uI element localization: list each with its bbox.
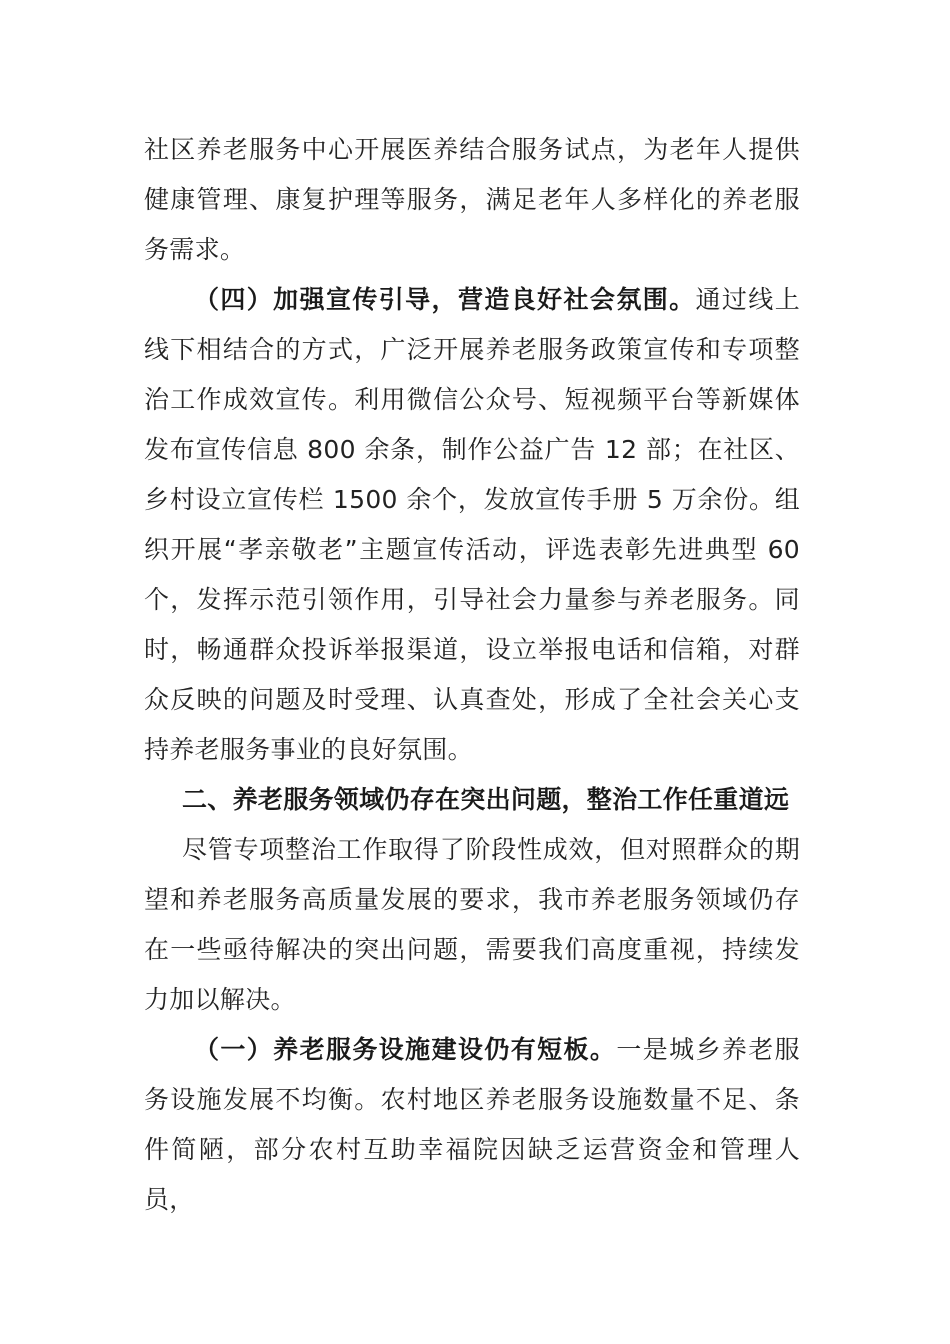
paragraph-publicity — [144, 275, 800, 775]
paragraph-text: 社区养老服务中心开展医养结合服务试点，为老年人提供健康管理、康复护理等服务，满足老年人多样化的养老服务需求。 — [144, 135, 800, 264]
document-body — [144, 125, 800, 1225]
paragraph-text: 尽管专项整治工作取得了阶段性成效，但对照群众的期望和养老服务高质量发展的要求，我市养老服务领域仍存在一些亟待解决的突出问题，需要我们高度重视，持续发力加以解决。 — [144, 835, 800, 1014]
paragraph-lead-heading: （四）加强宣传引导，营造良好社会氛围。 — [194, 285, 696, 314]
paragraph-continuation — [144, 125, 800, 275]
section-heading-two: 二、养老服务领域仍存在突出问题，整治工作任重道远 — [182, 785, 790, 814]
paragraph-text: 通过线上线下相结合的方式，广泛开展养老服务政策宣传和专项整治工作成效宣传。利用微信公众号、短视频平台等新媒体发布宣传信息 800 余条，制作公益广告 12 部；在社区、乡村设立宣传栏 1500 余个，发放宣传手册 5 万余份。组织开展“孝亲敬老”主题宣传活动，评选表彰先进典型 60 个，发挥示范引领作用，引导社会力量参与养老服务。同时，畅通群众投诉举报渠道，设立举报电话和信箱，对群众反映的问题及时受理、认真查处，形成了全社会关心支持养老服务事业的良好氛围。 — [144, 285, 801, 764]
paragraph-facilities — [144, 1025, 800, 1225]
paragraph-text: 一是城乡养老服务设施发展不均衡。农村地区养老服务设施数量不足、条件简陋，部分农村互助幸福院因缺乏运营资金和管理人员， — [144, 1035, 800, 1214]
paragraph-lead-heading: （一）养老服务设施建设仍有短板。 — [194, 1035, 617, 1064]
paragraph-problems-intro — [144, 825, 800, 1025]
